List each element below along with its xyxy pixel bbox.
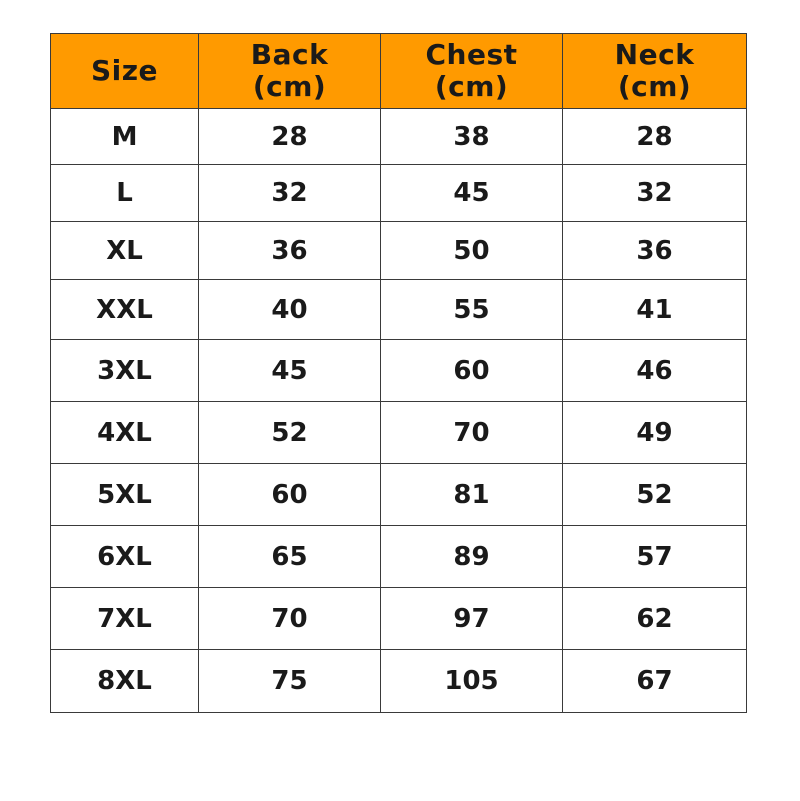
cell-size: 5XL — [51, 464, 199, 526]
table-row — [51, 526, 747, 588]
cell-chest: 97 — [381, 588, 563, 650]
cell-neck: 57 — [563, 526, 747, 588]
header-back — [199, 34, 381, 109]
cell-chest: 89 — [381, 526, 563, 588]
cell-size: XL — [51, 222, 199, 280]
cell-neck: 41 — [563, 280, 747, 340]
table-header-row — [51, 34, 747, 109]
cell-size: 6XL — [51, 526, 199, 588]
cell-neck: 49 — [563, 402, 747, 464]
cell-chest: 45 — [381, 165, 563, 222]
header-back-unit: (cm) — [252, 70, 327, 103]
header-chest-unit: (cm) — [434, 70, 509, 103]
cell-back: 52 — [199, 402, 381, 464]
cell-size: L — [51, 165, 199, 222]
cell-back: 32 — [199, 165, 381, 222]
cell-neck: 67 — [563, 650, 747, 713]
table-row — [51, 109, 747, 165]
cell-neck: 28 — [563, 109, 747, 165]
header-neck-unit: (cm) — [617, 70, 692, 103]
header-chest — [381, 34, 563, 109]
table-row — [51, 165, 747, 222]
cell-back: 36 — [199, 222, 381, 280]
cell-back: 60 — [199, 464, 381, 526]
table-row — [51, 588, 747, 650]
cell-back: 40 — [199, 280, 381, 340]
cell-size: 8XL — [51, 650, 199, 713]
cell-size: 4XL — [51, 402, 199, 464]
cell-chest: 105 — [381, 650, 563, 713]
header-chest-label: Chest — [425, 38, 518, 71]
cell-back: 45 — [199, 340, 381, 402]
cell-chest: 81 — [381, 464, 563, 526]
cell-chest: 60 — [381, 340, 563, 402]
cell-neck: 36 — [563, 222, 747, 280]
cell-size: 3XL — [51, 340, 199, 402]
header-size — [51, 34, 199, 109]
table-row — [51, 464, 747, 526]
table-row — [51, 222, 747, 280]
table-row — [51, 340, 747, 402]
cell-chest: 38 — [381, 109, 563, 165]
cell-chest: 50 — [381, 222, 563, 280]
cell-neck: 62 — [563, 588, 747, 650]
header-neck — [563, 34, 747, 109]
cell-back: 28 — [199, 109, 381, 165]
cell-size: XXL — [51, 280, 199, 340]
table-row — [51, 280, 747, 340]
cell-back: 65 — [199, 526, 381, 588]
table-row — [51, 650, 747, 713]
cell-neck: 32 — [563, 165, 747, 222]
cell-size: 7XL — [51, 588, 199, 650]
header-neck-label: Neck — [614, 38, 695, 71]
header-size-label: Size — [90, 54, 159, 87]
cell-neck: 52 — [563, 464, 747, 526]
cell-size: M — [51, 109, 199, 165]
cell-chest: 55 — [381, 280, 563, 340]
header-back-label: Back — [250, 38, 329, 71]
cell-back: 75 — [199, 650, 381, 713]
cell-chest: 70 — [381, 402, 563, 464]
cell-neck: 46 — [563, 340, 747, 402]
size-chart-table — [50, 33, 747, 713]
table-row — [51, 402, 747, 464]
cell-back: 70 — [199, 588, 381, 650]
